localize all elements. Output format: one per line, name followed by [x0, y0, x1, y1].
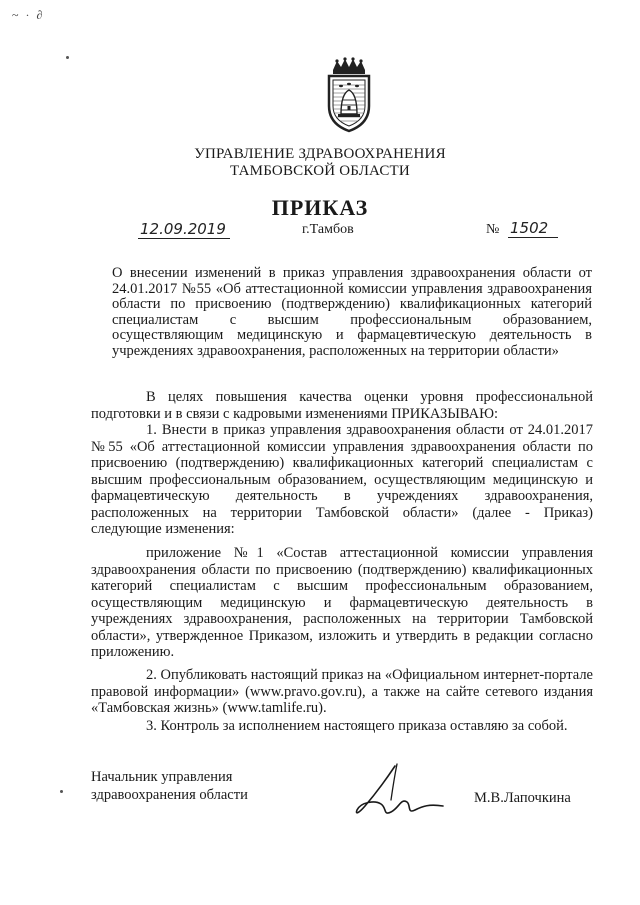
signatory-position: [91, 768, 248, 804]
order-item-3: 3. Контроль за исполнением настоящего приказа оставляю за собой.: [146, 718, 568, 734]
organization-name-line1: УПРАВЛЕНИЕ ЗДРАВООХРАНЕНИЯ: [194, 146, 446, 162]
handwritten-signature: [347, 760, 457, 820]
scan-speck: [60, 790, 63, 793]
document-title: ПРИКАЗ: [271, 195, 369, 220]
order-preamble: В целях повышения качества оценки уровня профессиональной подготовки и в связи с кадровыми изменениями ПРИКАЗЫВАЮ:: [91, 389, 593, 422]
subject-line: учреждениях здравоохранения, расположенных на территории области»: [112, 342, 559, 359]
scan-margin-marks: ~ · ∂: [12, 8, 45, 22]
subject-line: области по присвоению (подтверждению) квалификационных категорий: [112, 296, 592, 312]
order-item-1: 1. Внести в приказ управления здравоохранения области от 24.01.2017 №55 «Об аттестационной комиссии управления здравоохранения области по присвоению (подтверждению) квалификационных категорий специалистам с высшим профессиональным образованием, осуществляющим медицинскую и фармацевтическую деятельность в учреждениях здравоохранения, расположенных на территории Тамбовской области» (далее - Приказ) следующие изменения:: [91, 422, 593, 537]
subject-line: специалистам с высшим профессиональным образованием,: [112, 311, 592, 328]
document-subject: [112, 266, 592, 359]
document-city: г.Тамбов: [302, 222, 354, 237]
document-date-handwritten: 12.09.2019: [138, 220, 230, 239]
tambov-coat-of-arms-emblem: [319, 56, 379, 134]
subject-line: 24.01.2017 №55 «Об аттестационной комиссии управления здравоохранения: [112, 280, 592, 297]
document-number-label: №: [486, 222, 500, 237]
organization-name-line2: ТАМБОВСКОЙ ОБЛАСТИ: [230, 163, 410, 179]
signatory-position-line2: здравоохранения области: [91, 787, 248, 803]
scan-speck: [66, 56, 69, 59]
signatory-position-line1: Начальник управления: [91, 769, 233, 785]
document-number-handwritten: 1502: [508, 219, 558, 238]
subject-line: О внесении изменений в приказ управления здравоохранения области от: [112, 265, 592, 281]
order-item-1-appendix: приложение №1 «Состав аттестационной комиссии управления здравоохранения области по присвоению (подтверждению) квалификационных категорий специалистам с высшим профессиональным образованием, осуществляющим медицинскую и фармацевтическую деятельность в учреждениях здравоохранения, расположенных на территории Тамбовской области», утвержденное Приказом, изложить и утвердить в редакции согласно приложению.: [91, 545, 593, 660]
order-item-2: 2. Опубликовать настоящий приказ на «Официальном интернет-портале правовой информации» (www.pravo.gov.ru), а также на сайте сетевого издания «Тамбовская жизнь» (www.tamlife.ru).: [91, 667, 593, 716]
signatory-name: М.В.Лапочкина: [474, 790, 571, 806]
subject-line: осуществляющим медицинскую и фармацевтическую деятельность в: [112, 327, 592, 343]
